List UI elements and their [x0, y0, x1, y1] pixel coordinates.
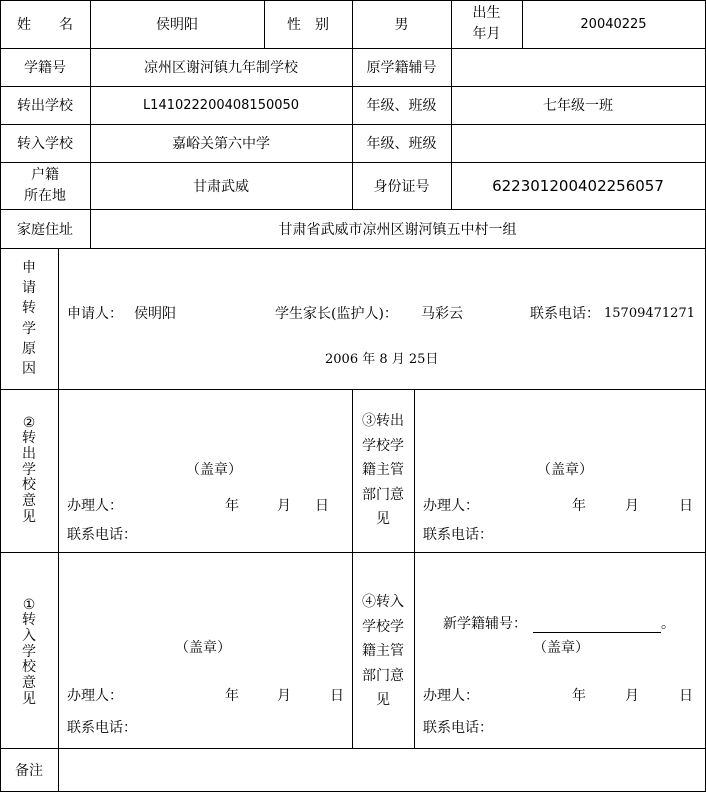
guardian-label: 学生家长(监护人)： — [275, 306, 398, 322]
in-auth-day: 日 — [679, 688, 693, 704]
out-auth-day: 日 — [679, 498, 693, 514]
in-auth-month: 月 — [625, 688, 639, 704]
in-handler-label: 办理人： — [67, 688, 123, 704]
grade-in-label: 年级、班级 — [366, 136, 437, 152]
in-auth-contact-label: 联系电话： — [423, 720, 493, 736]
grade-out-value: 七年级一班 — [543, 98, 613, 114]
gender-label: 性 别 — [287, 17, 329, 33]
phone-value: 15709471271 — [604, 306, 695, 321]
apply-date: 2006 年 8 月 25日 — [325, 352, 439, 367]
out-month: 月 — [277, 498, 291, 514]
in-month: 月 — [277, 688, 291, 704]
new-aux-end: 。 — [661, 616, 675, 632]
new-aux-label: 新学籍辅号： — [443, 616, 527, 632]
new-aux-underline — [533, 632, 661, 633]
out-auth-contact-label: 联系电话： — [423, 527, 493, 543]
id-label: 身份证号 — [373, 178, 430, 195]
out-auth-year: 年 — [572, 498, 586, 514]
remarks-label: 备注 — [15, 762, 43, 779]
guardian-value: 马彩云 — [421, 306, 463, 322]
hukou-label: 户籍 所在地 — [24, 167, 66, 204]
grade-out-label: 年级、班级 — [366, 98, 437, 114]
out-contact-label: 联系电话： — [67, 527, 137, 543]
out-school-value: L141022200408150050 — [142, 97, 300, 113]
birth-value: 20040225 — [580, 16, 647, 32]
in-seal: （盖章） — [175, 640, 231, 656]
in-auth-handler-label: 办理人： — [423, 688, 479, 704]
orig-aux-label: 原学籍辅号 — [366, 60, 437, 76]
in-opinion-label: ① 转 入 学 校 意 见 — [22, 596, 36, 707]
in-year: 年 — [225, 688, 239, 704]
out-year: 年 — [225, 498, 239, 514]
out-auth-seal: （盖章） — [537, 462, 593, 478]
out-auth-handler-label: 办理人： — [423, 498, 479, 514]
phone-label: 联系电话： — [530, 306, 600, 322]
reason-label: 申 请 转 学 原 因 — [22, 259, 36, 378]
address-value: 甘肃省武威市凉州区谢河镇五中村一组 — [278, 221, 517, 238]
out-auth-label: ③转出 学校学 籍主管 部门意 见 — [362, 413, 404, 528]
out-auth-month: 月 — [625, 498, 639, 514]
out-handler-label: 办理人： — [67, 498, 123, 514]
applicant-value: 侯明阳 — [134, 306, 176, 322]
out-seal: （盖章） — [186, 462, 242, 478]
in-auth-year: 年 — [572, 688, 586, 704]
hukou-value: 甘肃武威 — [193, 178, 249, 195]
out-school-label: 转出学校 — [17, 98, 73, 114]
grade-in-value — [451, 124, 705, 162]
in-school-label: 转入学校 — [17, 136, 73, 152]
in-auth-label: ④转入 学校学 籍主管 部门意 见 — [362, 594, 404, 709]
applicant-label: 申请人： — [67, 306, 123, 322]
birth-label: 出生 年月 — [472, 5, 501, 42]
id-value: 622301200402256057 — [492, 176, 664, 195]
orig-aux-value — [451, 48, 705, 86]
name-value: 侯明阳 — [156, 17, 198, 33]
out-opinion-label: ② 转 出 学 校 意 见 — [22, 414, 36, 525]
in-auth-seal: （盖章） — [533, 640, 589, 656]
gender-value: 男 — [394, 17, 409, 33]
address-label: 家庭住址 — [17, 221, 73, 238]
name-label: 姓 名 — [17, 17, 73, 33]
in-school-value: 嘉峪关第六中学 — [172, 136, 270, 152]
student-id-label: 学籍号 — [24, 60, 66, 76]
in-day: 日 — [330, 688, 344, 704]
student-id-value: 凉州区谢河镇九年制学校 — [144, 60, 298, 76]
out-day: 日 — [315, 498, 329, 514]
in-contact-label: 联系电话： — [67, 720, 137, 736]
